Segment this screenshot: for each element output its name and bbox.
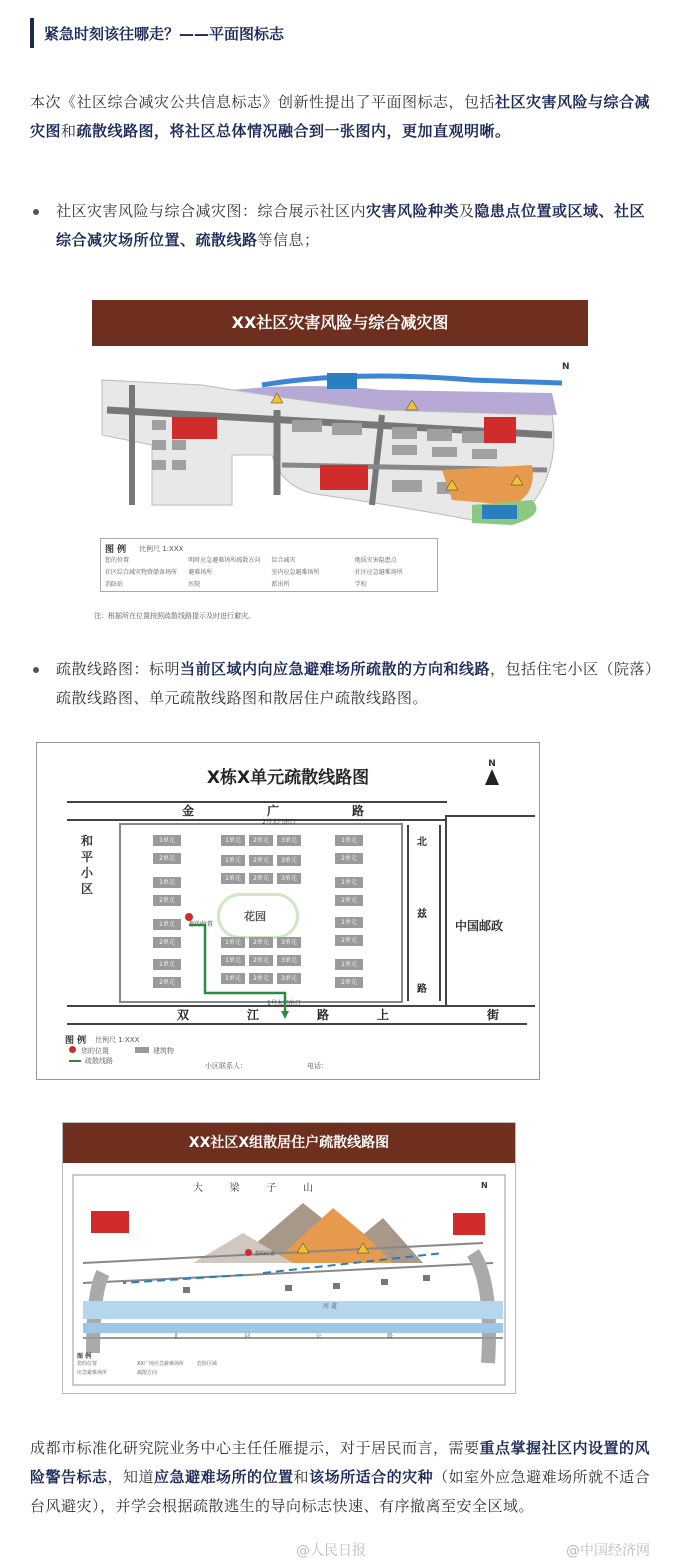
- building-unit: 3单元: [277, 835, 301, 846]
- river-label: [323, 1301, 337, 1310]
- building-unit: 1单元: [335, 877, 363, 888]
- building-unit: 2单元: [153, 895, 181, 906]
- road-bottom-label: [173, 1331, 393, 1340]
- hazard-map-note: 注：根据所在位置按照疏散线路提示及时进行避灾。: [94, 612, 255, 620]
- watermark-right: @中国经济网: [566, 1543, 650, 1559]
- hazard-map-legend: [100, 538, 438, 592]
- hazard-map-illustration: [92, 355, 588, 535]
- intro-paragraph: [30, 88, 660, 146]
- river-char: 河: [323, 1303, 330, 1310]
- area-char: 和: [81, 834, 94, 848]
- legend-item: 派出所: [271, 581, 290, 588]
- building-unit: 2单元: [335, 935, 363, 946]
- building-unit: 1单元: [221, 873, 245, 884]
- building-unit: 2单元: [153, 977, 181, 988]
- exit-bottom-label: 1号大门出口: [267, 1000, 301, 1007]
- compass-label: N: [562, 362, 570, 372]
- building-unit: 3单元: [277, 855, 301, 866]
- bullet2-bold-1: 当前区域内向应急避难场所疏散的方向和线路: [180, 660, 491, 678]
- intro-text-1: 本次《社区综合减灾公共信息标志》创新性提出了平面图标志，包括: [30, 93, 496, 111]
- post-office-label: 中国邮政: [455, 919, 504, 933]
- closing-text-3: 和: [293, 1468, 310, 1486]
- street-char: 北: [417, 837, 427, 848]
- mountain-char: 梁: [229, 1183, 240, 1194]
- building-unit: 1单元: [153, 959, 181, 970]
- legend-scale: 比例尺 1:XXX: [95, 1036, 140, 1044]
- street-char: 广: [267, 804, 280, 818]
- compass-icon: [481, 1181, 488, 1190]
- your-position-label: 您的位置: [255, 1251, 276, 1257]
- legend-route: 疏散线路: [85, 1057, 113, 1065]
- street-char: 兹: [417, 909, 427, 920]
- compass-icon: [562, 362, 570, 372]
- intro-bold-2: 疏散线路图，将社区总体情况融合到一张图内，更加直观明晰。: [76, 122, 511, 140]
- compass-label: N: [481, 1181, 488, 1190]
- bullet2-text-1: 疏散线路图：标明: [56, 660, 181, 678]
- legend-items: [105, 555, 435, 588]
- scattered-map-title: XX社区X组散居住户疏散线路图: [63, 1123, 515, 1163]
- building-unit: 3单元: [277, 955, 301, 966]
- section-title: 紧急时刻该往哪走？——平面图标志: [44, 25, 285, 43]
- closing-bold-2: 应急避难场所的位置: [154, 1468, 294, 1486]
- evacuation-route: [37, 743, 539, 1079]
- legend-title: 图 例: [65, 1036, 87, 1046]
- building-unit: 2单元: [249, 955, 273, 966]
- street-char: 路: [317, 1008, 330, 1022]
- route-arrow-icon: [69, 1060, 81, 1062]
- closing-bold-1: 重点掌握社区内设置的风险警告标志: [30, 1439, 651, 1486]
- closing-text-4: （如室外应急避难场所就不适合台风避灾），并学会根据疏散逃生的导向标志快速、有序撤离至安全区域。: [30, 1468, 651, 1515]
- street-char: 路: [417, 984, 427, 995]
- building-unit: 1单元: [221, 937, 245, 948]
- building-unit: 1单元: [153, 835, 181, 846]
- building-unit: 1单元: [335, 835, 363, 846]
- legend-item: 综合减灾: [271, 557, 296, 564]
- mountain-char: 子: [266, 1183, 277, 1194]
- legend-item: 明时应急避难场所疏散方向: [188, 557, 261, 564]
- hazard-map-figure: [92, 300, 588, 625]
- building-unit: 3单元: [277, 937, 301, 948]
- position-dot-icon: [69, 1046, 76, 1053]
- legend-scale: 比例尺 1:XXX: [139, 545, 184, 553]
- phone-label: 电话：: [307, 1062, 328, 1070]
- hazard-map-title: XX社区灾害风险与综合减灾图: [92, 300, 588, 346]
- street-char: 金: [182, 804, 195, 818]
- mountain-label: [193, 1179, 313, 1194]
- legend-item: 学校: [354, 581, 367, 588]
- building-unit: 3单元: [277, 873, 301, 884]
- street-char: 江: [247, 1008, 260, 1022]
- building-unit: 2单元: [335, 895, 363, 906]
- building-unit: 2单元: [249, 937, 273, 948]
- unit-map-title: X栋X单元疏散线路图: [206, 768, 370, 788]
- legend-title: 图 例: [105, 545, 127, 555]
- building-unit: 2单元: [153, 853, 181, 864]
- building-unit: 1单元: [221, 855, 245, 866]
- street-char: 上: [377, 1008, 390, 1022]
- bullet1-text-1: 社区灾害风险与综合减灾图：综合展示社区内: [56, 202, 367, 220]
- header-accent-bar: [30, 18, 34, 48]
- legend-item: 室内应急避难场所: [271, 569, 320, 576]
- legend-position: 您的位置: [81, 1047, 109, 1055]
- scattered-map-legend: [77, 1351, 257, 1383]
- section-header: [30, 18, 660, 48]
- bullet2-text-2: ，包括住宅小区（院落）疏散线路图、单元疏散线路图和散居住户疏散线路图。: [56, 660, 654, 707]
- closing-text-2: ，知道: [107, 1468, 155, 1486]
- mountain-char: 山: [302, 1183, 313, 1194]
- building-unit: 1单元: [153, 877, 181, 888]
- intro-text-2: 和: [61, 122, 77, 140]
- street-char: 路: [352, 804, 365, 818]
- legend-item: 您的位置: [77, 1361, 98, 1367]
- river-char: 道: [330, 1303, 337, 1310]
- building-unit: 2单元: [153, 937, 181, 948]
- scattered-households-figure: [62, 1122, 516, 1394]
- bullet1-text-3: 等信息；: [257, 231, 320, 249]
- your-position-marker: [245, 1249, 252, 1256]
- building-unit: 1单元: [335, 959, 363, 970]
- exit-top-label: 2号大门出口: [262, 819, 296, 826]
- street-char: 街: [487, 1008, 500, 1022]
- unit-evacuation-figure: [36, 742, 540, 1080]
- building-unit: 1单元: [221, 973, 245, 984]
- bullet-dot: [33, 667, 39, 673]
- legend-item: 应急避难场所: [77, 1370, 108, 1376]
- building-unit: 2单元: [249, 973, 273, 984]
- legend-item: 您的位置: [105, 557, 130, 564]
- area-char: 小: [81, 866, 94, 880]
- watermark-left: @人民日报: [296, 1543, 366, 1559]
- street-char: 双: [177, 1008, 190, 1022]
- contact-label: 小区联系人：: [205, 1062, 247, 1070]
- road-char: 公: [315, 1333, 322, 1340]
- legend-item: 消防站: [105, 581, 124, 588]
- legend-item: 社区综合减灾物资储备场所: [105, 569, 178, 576]
- legend-item: 医院: [188, 581, 201, 588]
- road-char: 路: [386, 1333, 393, 1340]
- area-char: 平: [81, 850, 94, 864]
- legend-building: 建筑物: [153, 1047, 174, 1055]
- area-char: 区: [81, 882, 94, 896]
- building-unit: 1单元: [335, 917, 363, 928]
- building-unit: 2单元: [249, 855, 273, 866]
- closing-paragraph: [30, 1434, 660, 1521]
- building-unit: 1单元: [221, 955, 245, 966]
- legend-item: 社区应急避难场所: [354, 569, 403, 576]
- compass-label: N: [488, 759, 496, 769]
- mountain-char: 大: [193, 1183, 203, 1194]
- closing-bold-3: 该场所适合的灾种: [309, 1468, 434, 1486]
- bullet1-bold-1: 灾害风险种类: [366, 202, 460, 220]
- bullet-paragraph-2: [56, 655, 656, 713]
- building-unit: 2单元: [335, 853, 363, 864]
- intro-bold-1: 社区灾害风险与综合减灾图: [30, 93, 651, 140]
- legend-item: 避难场所: [188, 569, 213, 576]
- building-unit: 3单元: [277, 973, 301, 984]
- closing-text-1: 成都市标准化研究院业务中心主任任雁提示，对于居民而言，需要: [30, 1439, 480, 1457]
- legend-item: XX广场应急避难场所: [137, 1361, 184, 1367]
- building-unit: 2单元: [249, 835, 273, 846]
- building-unit: 2单元: [335, 977, 363, 988]
- building-unit: 1单元: [221, 835, 245, 846]
- legend-title: 图 例: [77, 1353, 92, 1360]
- building-swatch-icon: [135, 1047, 149, 1053]
- road-char: 河: [244, 1333, 251, 1340]
- bullet1-text-2: 及: [459, 202, 475, 220]
- building-unit: 1单元: [153, 919, 181, 930]
- road-char: 北: [173, 1333, 180, 1340]
- garden-label: 花园: [244, 910, 266, 923]
- legend-item: 地质灾害隐患点: [354, 557, 397, 564]
- legend-item: 疏散方向: [137, 1370, 158, 1376]
- legend-item: 危险区域: [197, 1361, 218, 1367]
- bullet1-bold-2: 隐患点位置或区域、社区综合减灾场所位置、疏散线路: [56, 202, 646, 249]
- bullet-paragraph-1: [56, 197, 656, 255]
- building-unit: 2单元: [249, 873, 273, 884]
- unit-map-legend: [65, 1033, 315, 1067]
- bullet-dot: [33, 209, 39, 215]
- your-position-label: 您的位置: [189, 921, 214, 928]
